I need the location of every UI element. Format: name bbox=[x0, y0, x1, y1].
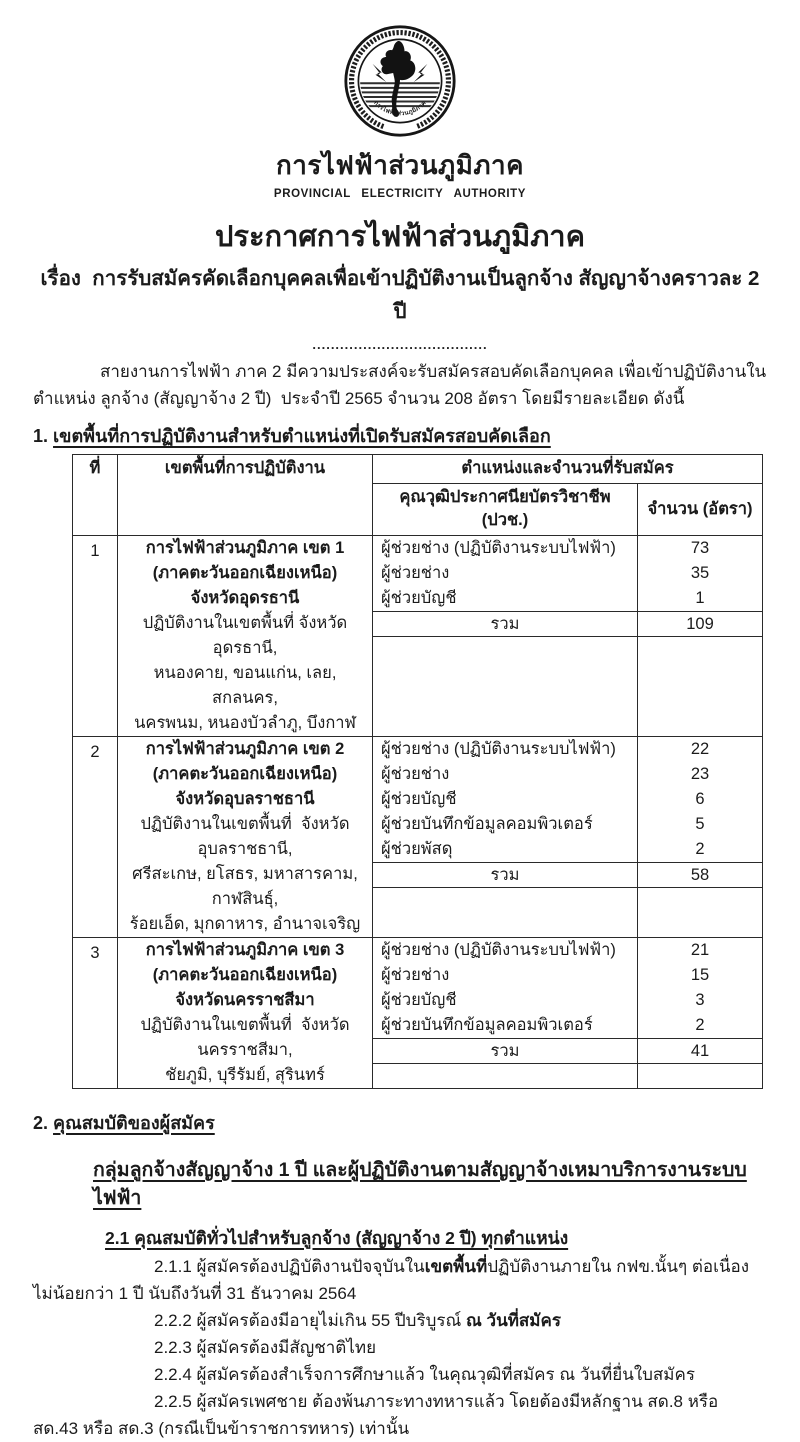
zone-positions bbox=[373, 938, 763, 1089]
col-header-count: จำนวน (อัตรา) bbox=[638, 484, 763, 536]
table-row bbox=[73, 737, 763, 938]
item-text-cont: ปฏิบัติงานภายใน กฟข.นั้นๆ ต่อเนื่องไม่น้อยกว่า 1 ปี นับถึงวันที่ 31 ธันวาคม 2564 bbox=[33, 1257, 750, 1303]
logo-container bbox=[33, 0, 767, 143]
position-count: 109 bbox=[637, 612, 762, 636]
announcement-title: ประกาศการไฟฟ้าส่วนภูมิภาค bbox=[214, 221, 585, 253]
zone-area: การไฟฟ้าส่วนภูมิภาค เขต 1 (ภาคตะวันออกเฉียงเหนือ) จังหวัดอุดรธานี ปฏิบัติงานในเขตพื้นที่ จังหวัดอุดรธานี, หนองคาย, ขอนแก่น, เลย, สกลนคร, นครพนม, หนองบัวลำภู, บึงกาฬ bbox=[118, 536, 373, 737]
table-row bbox=[73, 938, 763, 1089]
position-count: 41 bbox=[637, 1039, 762, 1063]
position-row bbox=[373, 586, 762, 611]
positions-grid bbox=[373, 938, 762, 1088]
position-row bbox=[373, 737, 762, 762]
position-row bbox=[373, 536, 762, 561]
zones-body bbox=[73, 536, 763, 1089]
item-emphasis: เขตพื้นที่ bbox=[424, 1257, 488, 1276]
position-count: 23 bbox=[637, 762, 762, 787]
position-count bbox=[637, 1064, 762, 1088]
section2-heading bbox=[33, 1110, 767, 1136]
zone-positions bbox=[373, 536, 763, 737]
subsection-2-1-heading bbox=[105, 1225, 767, 1251]
positions-grid bbox=[373, 536, 762, 736]
brand-name-english: PROVINCIAL ELECTRICITY AUTHORITY bbox=[273, 188, 527, 200]
position-row bbox=[373, 963, 762, 988]
seal-text: การไฟฟ้าส่วนภูมิภาค bbox=[372, 100, 428, 118]
zone-number: 2 bbox=[73, 737, 118, 938]
col-header-area: เขตพื้นที่การปฏิบัติงาน bbox=[118, 455, 373, 536]
qualification-item bbox=[33, 1388, 767, 1442]
qualification-item bbox=[33, 1334, 767, 1361]
col-header-qualification: คุณวุฒิประกาศนียบัตรวิชาชีพ (ปวช.) bbox=[373, 484, 638, 536]
position-row bbox=[373, 637, 762, 736]
position-name: ผู้ช่วยบัญชี bbox=[381, 589, 457, 607]
group-heading bbox=[93, 1156, 767, 1212]
item-text: 2.2.5 ผู้สมัครเพศชาย ต้องพ้นภาระทางทหารแล้ว โดยต้องมีหลักฐาน สด.8 หรือ สด.43 หรือ สด.3 (กรณีเป็นข้าราชการทหาร) เท่านั้น bbox=[33, 1392, 724, 1438]
position-count: 6 bbox=[637, 787, 762, 812]
item-emphasis: ณ วันที่สมัคร bbox=[466, 1311, 561, 1330]
position-count: 15 bbox=[637, 963, 762, 988]
position-row bbox=[373, 938, 762, 963]
qualification-list bbox=[33, 1253, 767, 1442]
position-count bbox=[637, 637, 762, 736]
position-row bbox=[373, 1013, 762, 1038]
position-name bbox=[373, 1064, 637, 1088]
section2-number: 2. bbox=[33, 1113, 49, 1133]
position-name: ผู้ช่วยช่าง (ปฏิบัติงานระบบไฟฟ้า) bbox=[381, 740, 616, 758]
position-name: รวม bbox=[490, 1042, 520, 1060]
position-count: 3 bbox=[637, 988, 762, 1013]
position-row bbox=[373, 611, 762, 637]
group-heading-text: กลุ่มลูกจ้างสัญญาจ้าง 1 ปี และผู้ปฏิบัติงานตามสัญญาจ้างเหมาบริการงานระบบไฟฟ้า bbox=[93, 1159, 747, 1209]
section1-number: 1. bbox=[33, 426, 49, 446]
position-name: ผู้ช่วยบัญชี bbox=[381, 991, 457, 1009]
position-name: ผู้ช่วยบันทึกข้อมูลคอมพิวเตอร์ bbox=[381, 1016, 593, 1034]
subsection-2-1-text: 2.1 คุณสมบัติทั่วไปสำหรับลูกจ้าง (สัญญาจ้าง 2 ปี) ทุกตำแหน่ง bbox=[105, 1228, 569, 1248]
position-row bbox=[373, 762, 762, 787]
item-text: 2.1.1 ผู้สมัครต้องปฏิบัติงานปัจจุบันใน bbox=[154, 1257, 425, 1276]
position-row bbox=[373, 888, 762, 937]
positions-table bbox=[72, 454, 763, 1089]
position-name: ผู้ช่วยช่าง (ปฏิบัติงานระบบไฟฟ้า) bbox=[381, 941, 616, 959]
position-name bbox=[373, 637, 637, 736]
item-text: 2.2.3 ผู้สมัครต้องมีสัญชาติไทย bbox=[154, 1338, 377, 1357]
position-name: ผู้ช่วยช่าง (ปฏิบัติงานระบบไฟฟ้า) bbox=[381, 539, 616, 557]
position-name bbox=[373, 888, 637, 937]
position-row bbox=[373, 837, 762, 862]
col-header-no: ที่ bbox=[73, 455, 118, 536]
announcement-subject: เรื่อง การรับสมัครคัดเลือกบุคคลเพื่อเข้าปฏิบัติงานเป็นลูกจ้าง สัญญาจ้างคราวละ 2 ปี bbox=[40, 267, 766, 323]
water-stripes-icon bbox=[357, 83, 443, 106]
position-row bbox=[373, 1038, 762, 1064]
position-row bbox=[373, 988, 762, 1013]
position-row bbox=[373, 561, 762, 586]
position-count: 2 bbox=[637, 1013, 762, 1038]
section2-title: คุณสมบัติของผู้สมัคร bbox=[53, 1113, 215, 1133]
pea-seal-logo bbox=[343, 24, 457, 138]
zone-number: 1 bbox=[73, 536, 118, 737]
position-name: ผู้ช่วยช่าง bbox=[381, 966, 450, 984]
zone-area: การไฟฟ้าส่วนภูมิภาค เขต 2 (ภาคตะวันออกเฉียงเหนือ) จังหวัดอุบลราชธานี ปฏิบัติงานในเขตพื้นที่ จังหวัดอุบลราชธานี, ศรีสะเกษ, ยโสธร, มหาสารคาม, กาฬสินธุ์, ร้อยเอ็ด, มุกดาหาร, อำนาจเจริญ bbox=[118, 737, 373, 938]
position-name: ผู้ช่วยช่าง bbox=[381, 765, 450, 783]
section1-title: เขตพื้นที่การปฏิบัติงานสำหรับตำแหน่งที่เปิดรับสมัครสอบคัดเลือก bbox=[53, 426, 551, 446]
position-count: 22 bbox=[637, 737, 762, 762]
position-row bbox=[373, 787, 762, 812]
qualification-item bbox=[33, 1253, 767, 1307]
position-name: ผู้ช่วยบันทึกข้อมูลคอมพิวเตอร์ bbox=[381, 815, 593, 833]
table-row bbox=[73, 536, 763, 737]
qualification-item bbox=[33, 1361, 767, 1388]
position-row bbox=[373, 1064, 762, 1088]
position-count: 2 bbox=[637, 837, 762, 862]
position-name: ผู้ช่วยบัญชี bbox=[381, 790, 457, 808]
position-count: 1 bbox=[637, 586, 762, 611]
position-name: รวม bbox=[490, 866, 520, 884]
zone-number: 3 bbox=[73, 938, 118, 1089]
position-count: 73 bbox=[637, 536, 762, 561]
positions-grid bbox=[373, 737, 762, 937]
position-row bbox=[373, 812, 762, 837]
intro-paragraph: สายงานการไฟฟ้า ภาค 2 มีความประสงค์จะรับสมัครสอบคัดเลือกบุคคล เพื่อเข้าปฏิบัติงานในตำแหน่ง ลูกจ้าง (สัญญาจ้าง 2 ปี) ประจำปี 2565 จำนวน 208 อัตรา โดยมีรายละเอียด ดังนี้ bbox=[33, 362, 767, 408]
qualification-item bbox=[33, 1307, 767, 1334]
table-header-row bbox=[73, 455, 763, 484]
zone-positions bbox=[373, 737, 763, 938]
lightning-bolt-right-icon bbox=[414, 64, 428, 82]
position-name: ผู้ช่วยช่าง bbox=[381, 564, 450, 582]
position-count: 5 bbox=[637, 812, 762, 837]
position-row bbox=[373, 862, 762, 888]
position-count bbox=[637, 888, 762, 937]
position-name: รวม bbox=[490, 615, 520, 633]
section1-heading bbox=[33, 423, 767, 449]
zone-area: การไฟฟ้าส่วนภูมิภาค เขต 3 (ภาคตะวันออกเฉียงเหนือ) จังหวัดนครราชสีมา ปฏิบัติงานในเขตพื้นที่ จังหวัดนครราชสีมา, ชัยภูมิ, บุรีรัมย์, สุรินทร์ bbox=[118, 938, 373, 1089]
item-text: 2.2.4 ผู้สมัครต้องสำเร็จการศึกษาแล้ว ในคุณวุฒิที่สมัคร ณ วันที่ยื่นใบสมัคร bbox=[154, 1365, 696, 1384]
position-count: 58 bbox=[637, 863, 762, 887]
position-count: 35 bbox=[637, 561, 762, 586]
brand-name-thai: การไฟฟ้าส่วนภูมิภาค bbox=[276, 150, 524, 180]
position-name: ผู้ช่วยพัสดุ bbox=[381, 840, 453, 858]
divider-dots: ...................................... bbox=[312, 337, 488, 352]
item-text: 2.2.2 ผู้สมัครต้องมีอายุไม่เกิน 55 ปีบริบูรณ์ bbox=[154, 1311, 467, 1330]
position-count: 21 bbox=[637, 938, 762, 963]
col-header-positions: ตำแหน่งและจำนวนที่รับสมัคร bbox=[373, 455, 763, 484]
